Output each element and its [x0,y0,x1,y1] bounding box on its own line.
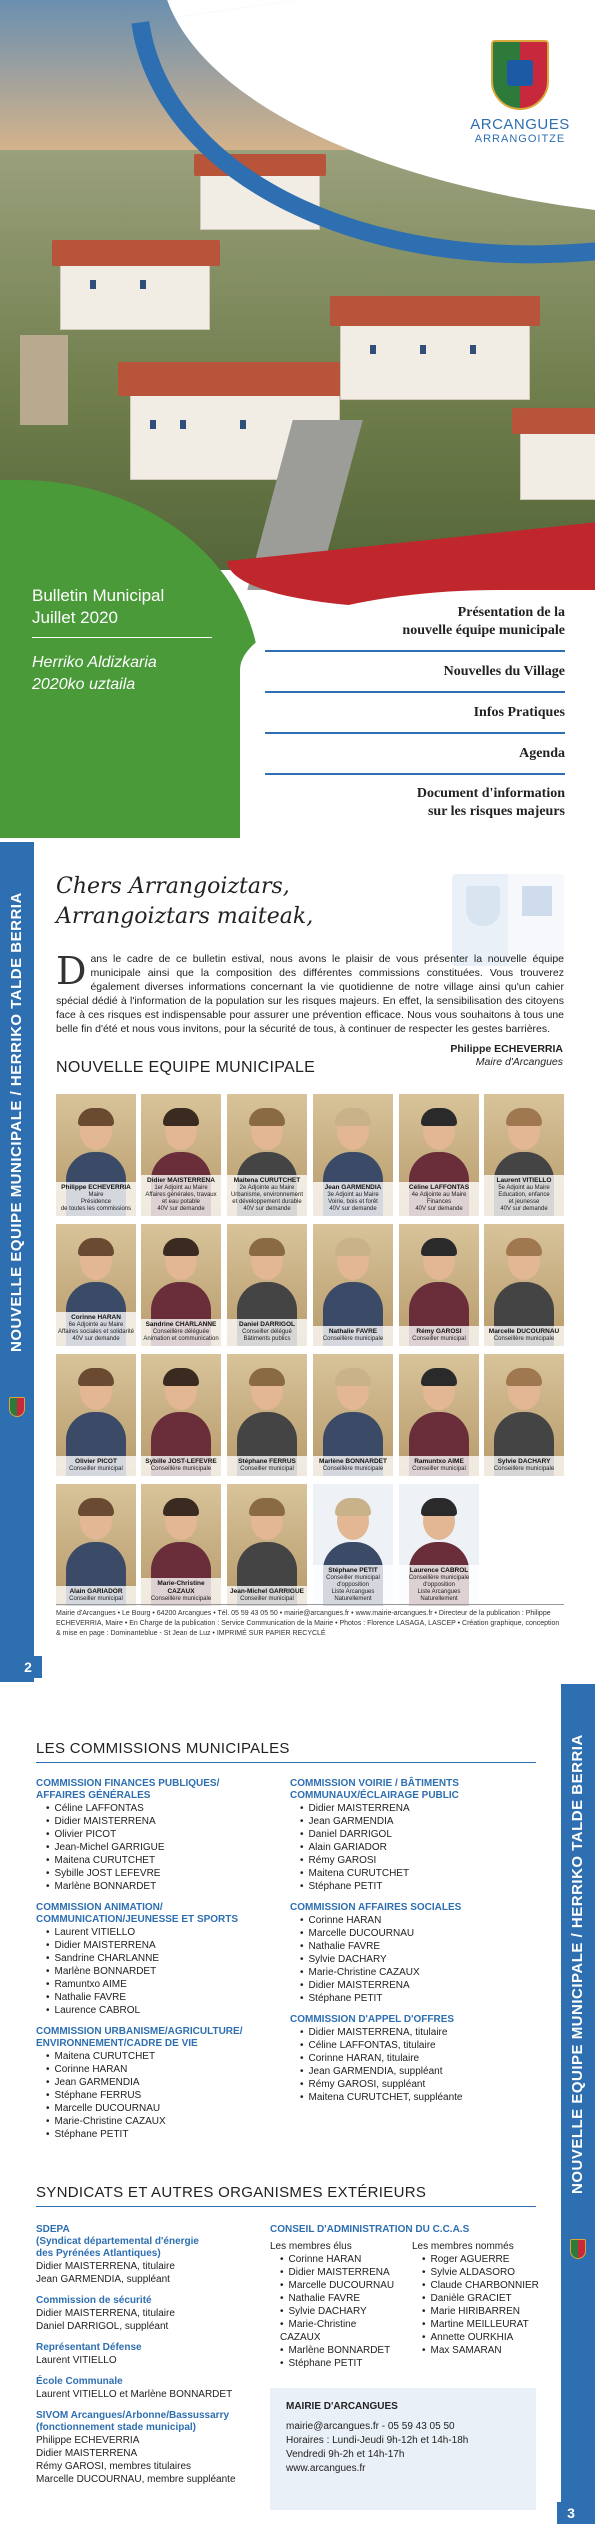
list-item: • Laurence CABROL [46,2004,276,2017]
organisme-member: Jean GARMENDIA, suppléant [36,2274,170,2285]
list-item: • Didier MAISTERRENA [46,1939,276,1952]
member-card [141,1094,221,1216]
ccas-title: CONSEIL D'ADMINISTRATION DU C.C.A.S [270,2224,470,2235]
member-caption [399,1565,479,1606]
commissions-right [290,1778,540,2104]
member-card [56,1094,136,1216]
member-caption [399,1456,479,1476]
member-name: Marcelle DUCOURNAU [488,1328,560,1335]
coat-of-arms-icon [9,1397,25,1417]
member-name: Corinne HARAN [71,1314,121,1321]
commission-title: COMMISSION D'APPEL D'OFFRES [290,2014,455,2025]
greeting [56,872,313,932]
list-item: • Daniel DARRIGOL [300,1828,540,1841]
list-item: • Sylvie DACHARY [300,1953,540,1966]
list-item: • Stéphane PETIT [300,1992,540,2005]
commission-title: COMMISSION VOIRIE / BÂTIMENTS COMMUNAUX/ÉCLAIRAGE PUBLIC [290,1778,459,1801]
member-role: 2e Adjointe au Maire Urbanisme, environnement et développement durable 40V sur demande [230,1185,304,1212]
list-item: • Sybille JOST LEFEVRE [46,1867,276,1880]
divider [36,1762,536,1763]
commission-title: COMMISSION FINANCES PUBLIQUES/ AFFAIRES GÉNÉRALES [36,1778,220,1801]
list-item: • Stéphane FERRUS [46,2089,276,2102]
organisme-title: École Communale [36,2376,123,2387]
roof [330,296,540,326]
member-name: Maitena CURUTCHET [233,1177,301,1184]
member-name: Didier MAISTERRENA [147,1177,215,1184]
list-item: • Maitena CURUTCHET [46,2050,276,2063]
list-item: • Sandrine CHARLANNE [46,1952,276,1965]
section-sidebar [0,842,34,1682]
list-item: • Sylvie ALDASORO [422,2266,540,2279]
member-card [227,1354,307,1476]
member-name: Marlène BONNARDET [319,1458,387,1465]
list-item: • Danièle GRACIET [422,2292,540,2305]
member-card [399,1354,479,1476]
house [520,430,595,500]
list-item: • Nathalie FAVRE [300,1940,540,1953]
list-item: • Marie-Christine CAZAUX [280,2318,398,2344]
section-sidebar [561,1684,595,2524]
member-caption [313,1565,393,1606]
member-caption [399,1326,479,1346]
list-item: • Marcelle DUCOURNAU [300,1927,540,1940]
member-name: Céline LAFFONTAS [408,1184,470,1191]
commissions-left [36,1778,276,2141]
list-item: • Nathalie FAVRE [280,2292,398,2305]
member-name: Laurent VITIELLO [496,1177,552,1184]
member-name: Jean GARMENDIA [324,1184,382,1191]
member-name: Olivier PICOT [75,1458,117,1465]
list-item: • Corinne HARAN [46,2063,276,2076]
coat-of-arms-icon [491,40,549,110]
list-item: • Marcelle DUCOURNAU [46,2102,276,2115]
member-caption [227,1175,307,1216]
member-card [313,1484,393,1606]
member-card [399,1094,479,1216]
table-of-contents [265,604,565,838]
list-item: • Marlène BONNARDET [280,2344,398,2357]
ccas-nommes-list [422,2253,540,2357]
list-item: • Laurent VITIELLO [46,1926,276,1939]
signer-name: Philippe ECHEVERRIA [450,1043,563,1055]
organisme-member: Rémy GAROSI, membres titulaires [36,2461,192,2472]
commission-members [300,2026,540,2104]
organisme-member: Laurent VITIELLO [36,2355,117,2366]
list-item: • Roger AGUERRE [422,2253,540,2266]
commission-title: COMMISSION AFFAIRES SOCIALES [290,1902,462,1913]
signer-role: Maire d'Arcangues [475,1056,563,1068]
list-item: • Didier MAISTERRENA [280,2266,398,2279]
organisme-title: Commission de sécurité [36,2295,152,2306]
member-caption [56,1586,136,1606]
member-card [399,1484,479,1606]
member-card [227,1484,307,1606]
member-card [227,1224,307,1346]
list-item: • Didier MAISTERRENA [300,1802,540,1815]
organisme-member: Laurent VITIELLO et Marlène BONNARDET [36,2389,233,2400]
section-title: SYNDICATS ET AUTRES ORGANISMES EXTÉRIEURS [36,2184,427,2201]
member-role: Conseillère déléguée Animation et communication [143,1329,219,1342]
member-caption [141,1578,221,1606]
member-role: 1er Adjoint au Maire Affaires générales, travaux et eau potable 40V sur demande [145,1185,217,1212]
list-item: • Marcelle DUCOURNAU [280,2279,398,2292]
member-role: Conseiller municipal [412,1336,466,1342]
organisme-title: SDEPA (Syndicat départemental d'énergie des Pyrénées Atlantiques) [36,2224,199,2259]
list-item: • Maitena CURUTCHET, suppléante [300,2091,540,2104]
ccas-label: Les membres élus [270,2241,352,2252]
list-item: • Céline LAFFONTAS, titulaire [300,2039,540,2052]
member-card [484,1354,564,1476]
member-role: Conseiller délégué Bâtiments publics [242,1329,292,1342]
commission-title: COMMISSION URBANISME/AGRICULTURE/ ENVIRONNEMENT/CADRE DE VIE [36,2026,243,2049]
member-name: Daniel DARRIGOL [239,1321,295,1328]
organisme-member: Daniel DARRIGOL, suppléant [36,2321,169,2332]
member-role: Conseillère municipale [322,1336,384,1342]
organisme-member: Didier MAISTERRENA [36,2448,138,2459]
logo-name: ARCANGUES [470,116,570,133]
member-card [484,1224,564,1346]
member-caption [484,1326,564,1346]
ccas-label: Les membres nommés [412,2241,514,2252]
commission-members [46,1802,276,1893]
member-name: Nathalie FAVRE [328,1328,378,1335]
intro-text [56,949,564,1036]
member-name: Sybille JOST-LEFEVRE [145,1458,217,1465]
member-card [399,1224,479,1346]
commission-members [46,1926,276,2017]
member-caption [313,1182,393,1216]
member-caption [484,1175,564,1216]
member-caption [56,1182,136,1216]
member-card [56,1224,136,1346]
member-caption [399,1182,479,1216]
page-number: 3 [557,2502,585,2524]
page-3 [0,1684,595,2526]
list-item: • Claude CHARBONNIER [422,2279,540,2292]
toc-item[interactable]: Présentation de la nouvelle équipe municipale [265,604,565,652]
publication-credits: Mairie d'Arcangues • Le Bourg • 64200 Arcangues • Tél. 05 59 43 05 50 • mairie@arcangues.fr • www.mairie-arcangues.fr • Directeur de la publication : Philippe ECHEVERRIA, Maire • En Charge de la publication : Service Communication de la Mairie • Photos : Florence LASAGA, LASCEP • Création graphique, conception & mise en page : Dominanteblue - St Jean de Luz • IMPRIMÉ SUR PAPIER RECYCLÉ [56,1604,564,1639]
list-item: • Corinne HARAN [280,2253,398,2266]
member-role: Conseiller municipal [240,1466,294,1472]
list-item: • Maitena CURUTCHET [46,1854,276,1867]
member-role: Conseillère municipale [493,1466,555,1472]
ccas [270,2224,540,2370]
list-item: • Céline LAFFONTAS [46,1802,276,1815]
divider [32,637,212,638]
list-item: • Olivier PICOT [46,1828,276,1841]
list-item: • Jean GARMENDIA [46,2076,276,2089]
intro-body: ans le cadre de ce bulletin estival, nous avons le plaisir de vous présenter la nouvelle équipe municipale ainsi que la composition des différentes commissions constituées. Vous trouverez également diverses informations concernant la vie quotidienne de notre village ainsi qu'un cahier spécial dédié à l'information de la population sur les risques majeurs. En effet, la sensibilisation des citoyens face à ces risques est indispensable pour assurer une prévention efficace. Nous vous souhaitons à tous une belle fin d'été et nous vous invitons, pour la sécurité de tous, à continuer de respecter les gestes barrières. [56,953,564,1035]
member-caption [141,1456,221,1476]
member-card [313,1094,393,1216]
list-item: • Stéphane PETIT [300,1880,540,1893]
ccas-nommes [412,2240,540,2370]
coat-of-arms-icon [570,2239,586,2259]
member-name: Sandrine CHARLANNE [145,1321,217,1328]
logo-subtitle: ARRANGOITZE [474,133,566,145]
organisme-member: Marcelle DUCOURNAU, membre suppléante [36,2474,236,2485]
member-name: Sylvie DACHARY [497,1458,551,1465]
member-caption [141,1319,221,1346]
house [60,260,210,330]
sidebar-title: NOUVELLE EQUIPE MUNICIPALE / HERRIKO TALDE BERRIA [8,892,25,1352]
list-item: • Annette OURKHIA [422,2331,540,2344]
list-item: • Nathalie FAVRE [46,1991,276,2004]
list-item: • Martine MEILLEURAT [422,2318,540,2331]
bulletin-date: Juillet 2020 [32,608,119,627]
divider [36,2206,536,2207]
member-name: Philippe ECHEVERRIA [61,1184,131,1191]
list-item: • Stéphane PETIT [280,2357,398,2370]
toc-item[interactable]: Nouvelles du Village [265,663,565,693]
organisme-member: Didier MAISTERRENA, titulaire [36,2261,175,2272]
roof [52,240,220,266]
list-item: • Alain GARIADOR [300,1841,540,1854]
member-role: 5e Adjoint au Maire Education, enfance et jeunesse 40V sur demande [498,1185,550,1212]
commission-title: COMMISSION ANIMATION/ COMMUNICATION/JEUNESSE ET SPORTS [36,1902,239,1925]
list-item: • Sylvie DACHARY [280,2305,398,2318]
ccas-elus [270,2240,398,2370]
list-item: • Max SAMARAN [422,2344,540,2357]
member-caption [141,1175,221,1216]
member-card [56,1484,136,1606]
member-card [227,1094,307,1216]
mairie-contact-box [270,2388,536,2510]
organisme-member: Philippe ECHEVERRIA [36,2435,140,2446]
member-role: Maire Présidence de toutes les commissions [60,1192,132,1212]
list-item: • Jean-Michel GARRIGUE [46,1841,276,1854]
section-title: NOUVELLE EQUIPE MUNICIPALE [56,1059,316,1076]
member-caption [56,1456,136,1476]
commission-members [300,1914,540,2005]
mairie-hours: Vendredi 9h-2h et 14h-17h [286,2449,405,2460]
organisme-title: SIVOM Arcangues/Arbonne/Bassussarry (fonctionnement stade municipal) [36,2410,230,2433]
arcangues-logo [460,40,580,145]
toc-item[interactable]: Infos Pratiques [265,704,565,734]
member-card [141,1354,221,1476]
commission-members [300,1802,540,1893]
member-role: Conseillère municipale [322,1466,384,1472]
roof [512,408,595,434]
list-item: • Ramuntxo AIME [46,1978,276,1991]
member-role: 6e Adjointe au Maire Affaires sociales et solidarité 40V sur demande [58,1322,134,1342]
greeting-line: Arrangoiztars maiteak, [56,904,314,929]
list-item: • Maitena CURUTCHET [300,1867,540,1880]
section-title: LES COMMISSIONS MUNICIPALES [36,1740,290,1757]
member-name: Ramuntxo AIME [414,1458,464,1465]
member-role: Conseiller municipal d'opposition Liste Arcangues Naturellement [326,1575,380,1602]
member-caption [227,1456,307,1476]
list-item: • Didier MAISTERRENA [46,1815,276,1828]
member-role: Conseillère municipale d'opposition Liste Arcangues Naturellement [408,1575,470,1602]
member-name: Marie-Christine CAZAUX [157,1580,205,1595]
bulletin-basque-date: 2020ko uztaila [32,676,136,693]
member-role: Conseiller municipal [69,1596,123,1602]
syndicats-list [36,2224,261,2486]
member-role: Conseillère municipale [150,1466,212,1472]
list-item: • Rémy GAROSI [300,1854,540,1867]
member-role: Conseiller municipal [240,1596,294,1602]
mairie-title: MAIRIE D'ARCANGUES [286,2401,398,2412]
bulletin-title [32,585,232,696]
member-caption [313,1326,393,1346]
toc-item[interactable]: Document d'information sur les risques majeurs [416,786,565,819]
roof [118,362,350,396]
list-item: • Didier MAISTERRENA, titulaire [300,2026,540,2039]
member-name: Stéphane PETIT [328,1567,378,1574]
list-item: • Jean GARMENDIA, suppléant [300,2065,540,2078]
member-name: Rémy GAROSI [416,1328,462,1335]
member-card [313,1224,393,1346]
mairie-contact[interactable]: mairie@arcangues.fr - 05 59 43 05 50 [286,2421,455,2432]
member-role: 4e Adjointe au Maire Finances 40V sur demande [411,1192,467,1212]
member-caption [484,1456,564,1476]
member-card [141,1224,221,1346]
list-item: • Jean GARMENDIA [300,1815,540,1828]
list-item: • Marie-Christine CAZAUX [300,1966,540,1979]
list-item: • Marie-Christine CAZAUX [46,2115,276,2128]
cover-page [0,0,595,838]
member-name: Alain GARIADOR [69,1588,123,1595]
mairie-website[interactable]: www.arcangues.fr [286,2463,366,2474]
organisme-title: Représentant Défense [36,2342,142,2353]
member-caption [227,1319,307,1346]
member-role: Conseiller municipal [412,1466,466,1472]
list-item: • Corinne HARAN [300,1914,540,1927]
member-card [56,1354,136,1476]
bulletin-line: Bulletin Municipal [32,586,165,605]
member-card [141,1484,221,1606]
member-role: Conseiller municipal [69,1466,123,1472]
list-item: • Rémy GAROSI, suppléant [300,2078,540,2091]
member-role: 3e Adjoint au Maire Voirie, bois et forêt 40V sur demande [327,1192,379,1212]
ccas-elus-list [280,2253,398,2370]
toc-item[interactable]: Agenda [265,745,565,775]
commission-members [46,2050,276,2141]
page-2 [0,842,595,1682]
page-number: 2 [14,1656,42,1678]
member-role: Conseillère municipale [150,1596,212,1602]
member-card [313,1354,393,1476]
member-caption [227,1586,307,1606]
list-item: • Didier MAISTERRENA [300,1979,540,1992]
list-item: • Marie HIRIBARREN [422,2305,540,2318]
member-name: Jean-Michel GARRIGUE [229,1588,305,1595]
church-tower [20,335,68,425]
drop-cap: D [56,949,87,993]
bulletin-basque-line: Herriko Aldizkaria [32,654,157,671]
list-item: • Stéphane PETIT [46,2128,276,2141]
list-item: • Marlène BONNARDET [46,1880,276,1893]
member-role: Conseillère municipale [493,1336,555,1342]
member-caption [313,1456,393,1476]
signature [450,1043,563,1069]
mairie-hours: Horaires : Lundi-Jeudi 9h-12h et 14h-18h [286,2435,469,2446]
list-item: • Marlène BONNARDET [46,1965,276,1978]
member-card [484,1094,564,1216]
member-name: Laurence CABROL [409,1567,469,1574]
greeting-line: Chers Arrangoiztars, [56,874,290,899]
list-item: • Corinne HARAN, titulaire [300,2052,540,2065]
member-caption [56,1312,136,1346]
organisme-member: Didier MAISTERRENA, titulaire [36,2308,175,2319]
sidebar-title: NOUVELLE EQUIPE MUNICIPALE / HERRIKO TALDE BERRIA [569,1734,586,2194]
house [340,320,530,400]
member-name: Stéphane FERRUS [238,1458,296,1465]
